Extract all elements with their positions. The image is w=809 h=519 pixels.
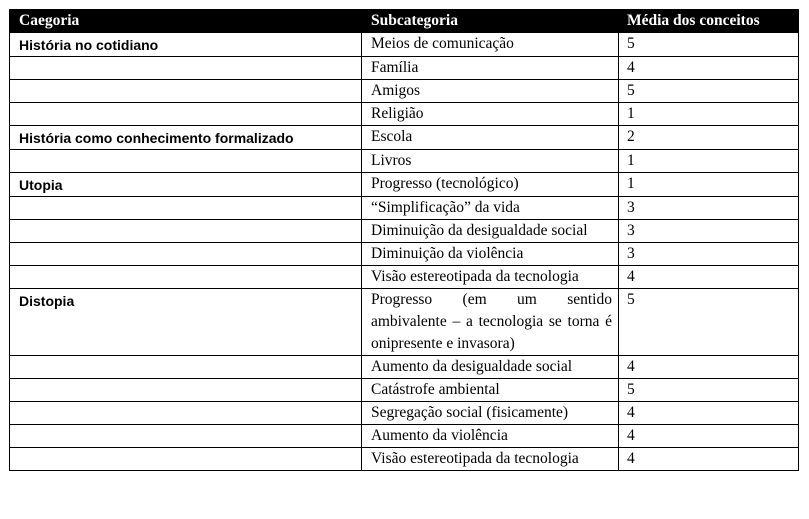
table-row (10, 402, 799, 425)
subcategory-cell: Meios de comunicação (362, 33, 619, 57)
average-cell: 4 (619, 356, 799, 379)
table-row (10, 266, 799, 289)
subcategory-cell: Família (362, 57, 619, 80)
category-cell: História no cotidiano (10, 33, 362, 57)
average-cell: 3 (619, 197, 799, 220)
category-cell-empty (10, 402, 362, 425)
table-header-row (10, 10, 799, 33)
average-cell: 4 (619, 402, 799, 425)
subcategory-cell: Visão estereotipada da tecnologia (362, 266, 619, 289)
table-row (10, 126, 799, 150)
subcategory-cell: Progresso (em um sentido ambivalente – a tecnologia se torna é onipresente e invasora) (362, 289, 619, 356)
category-cell-empty (10, 80, 362, 103)
table-row (10, 379, 799, 402)
table-row (10, 356, 799, 379)
subcategory-cell: Segregação social (fisicamente) (362, 402, 619, 425)
category-cell-empty (10, 448, 362, 471)
subcategory-cell: Catástrofe ambiental (362, 379, 619, 402)
table-row (10, 150, 799, 173)
category-cell-empty (10, 57, 362, 80)
average-cell: 3 (619, 243, 799, 266)
category-cell-empty (10, 220, 362, 243)
average-cell: 3 (619, 220, 799, 243)
subcategory-cell: Livros (362, 150, 619, 173)
table-row (10, 243, 799, 266)
average-cell: 5 (619, 80, 799, 103)
subcategory-cell: Religião (362, 103, 619, 126)
table-row (10, 33, 799, 57)
header-category: Caegoria (10, 10, 362, 33)
category-cell-empty (10, 103, 362, 126)
category-cell-empty (10, 425, 362, 448)
category-cell-empty (10, 266, 362, 289)
subcategory-cell: “Simplificação” da vida (362, 197, 619, 220)
table-row (10, 197, 799, 220)
header-subcategory: Subcategoria (362, 10, 619, 33)
average-cell: 5 (619, 33, 799, 57)
table-container (9, 9, 799, 471)
category-cell-empty (10, 379, 362, 402)
average-cell: 4 (619, 448, 799, 471)
average-cell: 1 (619, 103, 799, 126)
subcategory-cell: Aumento da violência (362, 425, 619, 448)
table-row (10, 448, 799, 471)
category-cell: História como conhecimento formalizado (10, 126, 362, 150)
category-cell-empty (10, 356, 362, 379)
subcategory-cell: Visão estereotipada da tecnologia (362, 448, 619, 471)
subcategory-cell: Amigos (362, 80, 619, 103)
table-row (10, 220, 799, 243)
subcategory-cell: Progresso (tecnológico) (362, 173, 619, 197)
header-average: Média dos conceitos (619, 10, 799, 33)
table-row (10, 173, 799, 197)
category-cell-empty (10, 243, 362, 266)
table-row (10, 425, 799, 448)
table-row (10, 289, 799, 356)
average-cell: 1 (619, 173, 799, 197)
average-cell: 2 (619, 126, 799, 150)
average-cell: 4 (619, 425, 799, 448)
category-cell: Utopia (10, 173, 362, 197)
categories-table (9, 9, 799, 471)
category-cell: Distopia (10, 289, 362, 356)
table-row (10, 103, 799, 126)
average-cell: 4 (619, 57, 799, 80)
category-cell-empty (10, 150, 362, 173)
average-cell: 5 (619, 379, 799, 402)
average-cell: 5 (619, 289, 799, 356)
subcategory-cell: Diminuição da desigualdade social (362, 220, 619, 243)
category-cell-empty (10, 197, 362, 220)
table-row (10, 57, 799, 80)
average-cell: 1 (619, 150, 799, 173)
subcategory-cell: Diminuição da violência (362, 243, 619, 266)
subcategory-cell: Escola (362, 126, 619, 150)
table-row (10, 80, 799, 103)
subcategory-cell: Aumento da desigualdade social (362, 356, 619, 379)
average-cell: 4 (619, 266, 799, 289)
